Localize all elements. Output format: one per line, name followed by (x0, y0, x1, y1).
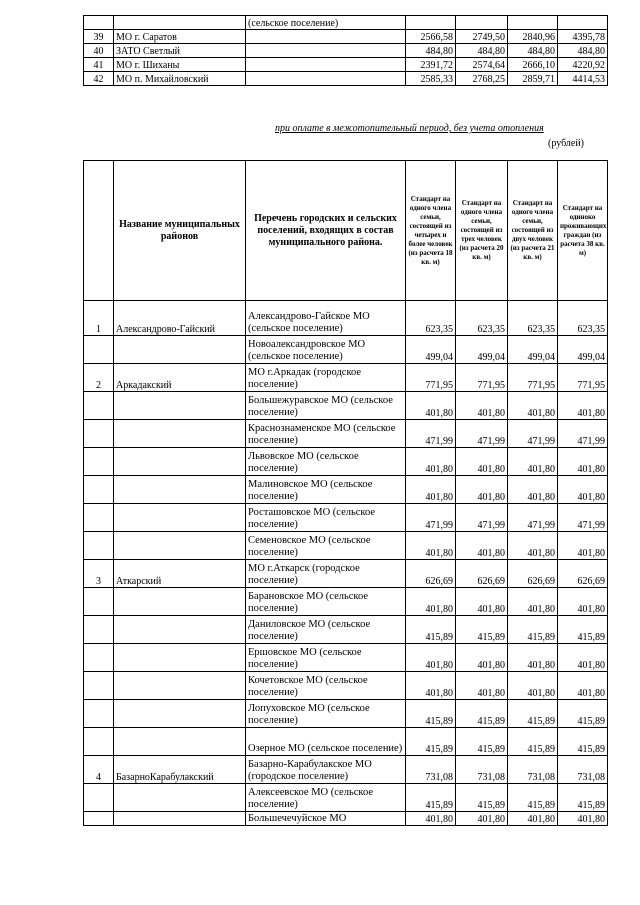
value-cell: 401,80 (558, 392, 608, 420)
value-cell: 401,80 (508, 476, 558, 504)
table-row (84, 616, 608, 644)
value-cell: 401,80 (558, 448, 608, 476)
settlement-name: Даниловское МО (сельское поселение) (246, 616, 406, 644)
header-settlements: Перечень городских и сельских поселений, входящих в состав муниципального района. (246, 161, 406, 301)
header-row (84, 161, 608, 301)
settlement-name: Барановское МО (сельское поселение) (246, 588, 406, 616)
value-cell: 415,89 (456, 700, 508, 728)
table-row (84, 448, 608, 476)
value-cell: 626,69 (508, 560, 558, 588)
value-cell: 499,04 (558, 336, 608, 364)
row-number (84, 672, 114, 700)
row-number: 4 (84, 756, 114, 784)
value-cell: 401,80 (558, 532, 608, 560)
district-name: БазарноКарабулакский (114, 756, 246, 784)
municipality-name: МО г. Саратов (114, 30, 246, 44)
value-cell: 4220,92 (558, 58, 608, 72)
value-cell: 401,80 (456, 812, 508, 826)
value-cell: 401,80 (406, 532, 456, 560)
table-row (84, 560, 608, 588)
main-table (83, 160, 608, 826)
value-cell (558, 16, 608, 30)
value-cell: 471,99 (508, 420, 558, 448)
table-row (84, 504, 608, 532)
row-number (84, 420, 114, 448)
settlement-name: Озерное МО (сельское поселение) (246, 728, 406, 756)
value-cell: 415,89 (508, 700, 558, 728)
settlement-name: Семеновское МО (сельское поселение) (246, 532, 406, 560)
table-row (84, 44, 608, 58)
value-cell: 771,95 (406, 364, 456, 392)
value-cell: 471,99 (508, 504, 558, 532)
value-cell: 415,89 (508, 784, 558, 812)
district-name (114, 672, 246, 700)
value-cell: 471,99 (456, 420, 508, 448)
value-cell: 415,89 (558, 784, 608, 812)
settlement-name: МО г.Аткарск (городское поселение) (246, 560, 406, 588)
value-cell: 623,35 (406, 301, 456, 336)
row-number (84, 336, 114, 364)
value-cell (406, 16, 456, 30)
row-number (84, 504, 114, 532)
row-number: 41 (84, 58, 114, 72)
row-number (84, 532, 114, 560)
settlement-name: Кочетовское МО (сельское поселение) (246, 672, 406, 700)
value-cell: 415,89 (456, 616, 508, 644)
settlement-name: МО г.Аркадак (городское поселение) (246, 364, 406, 392)
value-cell: 626,69 (456, 560, 508, 588)
district-name (114, 588, 246, 616)
value-cell: 401,80 (456, 532, 508, 560)
table-row (84, 644, 608, 672)
settlement-name: Ершовское МО (сельское поселение) (246, 644, 406, 672)
value-cell: 623,35 (456, 301, 508, 336)
district-name: Александрово-Гайский (114, 301, 246, 336)
value-cell: 4395,78 (558, 30, 608, 44)
value-cell: 401,80 (456, 476, 508, 504)
district-name (114, 392, 246, 420)
value-cell: 401,80 (508, 392, 558, 420)
table-row (84, 532, 608, 560)
value-cell: 415,89 (508, 616, 558, 644)
value-cell: 499,04 (406, 336, 456, 364)
district-name (114, 336, 246, 364)
table-row (84, 588, 608, 616)
row-number: 2 (84, 364, 114, 392)
value-cell: 731,08 (508, 756, 558, 784)
table-caption: при оплате в межотопительный период, без учета отопления (275, 123, 544, 134)
table-row (84, 784, 608, 812)
value-cell: 401,80 (508, 588, 558, 616)
value-cell: 623,35 (558, 301, 608, 336)
header-standard-3: Стандарт на одного члена семьи, состоящей из трех человек (из расчета 20 кв. м) (456, 161, 508, 301)
value-cell: 415,89 (558, 616, 608, 644)
district-name (114, 700, 246, 728)
value-cell: 771,95 (558, 364, 608, 392)
table-row (84, 392, 608, 420)
row-number: 3 (84, 560, 114, 588)
top-table (83, 15, 608, 86)
value-cell: 401,80 (456, 644, 508, 672)
value-cell: 471,99 (558, 504, 608, 532)
district-name (114, 812, 246, 826)
district-name: Аткарский (114, 560, 246, 588)
table-row (84, 58, 608, 72)
value-cell: 499,04 (456, 336, 508, 364)
value-cell: 2574,64 (456, 58, 508, 72)
municipality-name: МО г. Шиханы (114, 58, 246, 72)
settlement-name: Лопуховское МО (сельское поселение) (246, 700, 406, 728)
value-cell: 401,80 (456, 392, 508, 420)
value-cell: 471,99 (558, 420, 608, 448)
value-cell: 401,80 (406, 448, 456, 476)
value-cell: 401,80 (558, 812, 608, 826)
row-number (84, 448, 114, 476)
value-cell: 626,69 (558, 560, 608, 588)
row-number (84, 476, 114, 504)
value-cell: 401,80 (456, 588, 508, 616)
value-cell: 731,08 (558, 756, 608, 784)
value-cell (508, 16, 558, 30)
row-number (84, 644, 114, 672)
row-number (84, 812, 114, 826)
district-name (114, 784, 246, 812)
value-cell: 2749,50 (456, 30, 508, 44)
value-cell: 771,95 (456, 364, 508, 392)
value-cell: 471,99 (406, 504, 456, 532)
value-cell: 484,80 (558, 44, 608, 58)
value-cell: 401,80 (508, 448, 558, 476)
value-cell: 401,80 (406, 588, 456, 616)
settlement-name: Базарно-Карабулакское МО (городское поселение) (246, 756, 406, 784)
value-cell: 484,80 (456, 44, 508, 58)
table-row (84, 420, 608, 448)
value-cell: 484,80 (406, 44, 456, 58)
value-cell: 401,80 (508, 812, 558, 826)
value-cell: 415,89 (456, 784, 508, 812)
settlement-name: Львовское МО (сельское поселение) (246, 448, 406, 476)
value-cell: 626,69 (406, 560, 456, 588)
value-cell: 401,80 (558, 476, 608, 504)
value-cell: 2840,96 (508, 30, 558, 44)
district-name (114, 504, 246, 532)
value-cell: 401,80 (558, 672, 608, 700)
row-number (84, 728, 114, 756)
table-row (84, 364, 608, 392)
row-number (84, 616, 114, 644)
value-cell: 415,89 (406, 784, 456, 812)
value-cell: 2391,72 (406, 58, 456, 72)
value-cell: 415,89 (406, 728, 456, 756)
value-cell: 2666,10 (508, 58, 558, 72)
value-cell: 401,80 (508, 644, 558, 672)
settlement-name (246, 72, 406, 86)
value-cell: 471,99 (456, 504, 508, 532)
district-name (114, 616, 246, 644)
settlement-name: Большечечуйское МО (246, 812, 406, 826)
value-cell: 401,80 (406, 812, 456, 826)
table-row (84, 672, 608, 700)
value-cell: 415,89 (558, 700, 608, 728)
value-cell: 2768,25 (456, 72, 508, 86)
settlement-name: Росташовское МО (сельское поселение) (246, 504, 406, 532)
table-row (84, 336, 608, 364)
settlement-name (246, 44, 406, 58)
municipality-name: МО п. Михайловский (114, 72, 246, 86)
row-number (84, 588, 114, 616)
row-number: 39 (84, 30, 114, 44)
value-cell: 471,99 (406, 420, 456, 448)
value-cell: 771,95 (508, 364, 558, 392)
value-cell: 415,89 (406, 700, 456, 728)
settlement-name (246, 58, 406, 72)
value-cell: 731,08 (406, 756, 456, 784)
value-cell: 415,89 (456, 728, 508, 756)
table-row (84, 30, 608, 44)
row-number (84, 16, 114, 30)
table-row (84, 812, 608, 826)
settlement-name: Новоалександровское МО (сельское поселение) (246, 336, 406, 364)
district-name (114, 448, 246, 476)
district-name (114, 476, 246, 504)
row-number: 1 (84, 301, 114, 336)
value-cell: 4414,53 (558, 72, 608, 86)
district-name (114, 420, 246, 448)
value-cell: 415,89 (508, 728, 558, 756)
table-row (84, 16, 608, 30)
table-row (84, 72, 608, 86)
value-cell: 401,80 (558, 588, 608, 616)
value-cell: 2859,71 (508, 72, 558, 86)
value-cell: 623,35 (508, 301, 558, 336)
row-number: 42 (84, 72, 114, 86)
value-cell: 499,04 (508, 336, 558, 364)
value-cell: 401,80 (406, 672, 456, 700)
table-row (84, 476, 608, 504)
value-cell: 415,89 (558, 728, 608, 756)
district-name: Аркадакский (114, 364, 246, 392)
table-row (84, 301, 608, 336)
header-standard-1: Стандарт на одиноко проживающих граждан (из расчета 38 кв. м) (558, 161, 608, 301)
table-row (84, 756, 608, 784)
settlement-name: Краснознаменское МО (сельское поселение) (246, 420, 406, 448)
value-cell: 401,80 (558, 644, 608, 672)
header-num (84, 161, 114, 301)
value-cell: 401,80 (456, 448, 508, 476)
value-cell: 401,80 (508, 532, 558, 560)
value-cell: 401,80 (406, 476, 456, 504)
settlement-name: (сельское поселение) (246, 16, 406, 30)
settlement-name (246, 30, 406, 44)
value-cell: 401,80 (406, 644, 456, 672)
district-name (114, 644, 246, 672)
table-row (84, 700, 608, 728)
header-district: Название муниципальных районов (114, 161, 246, 301)
value-cell: 401,80 (406, 392, 456, 420)
value-cell (456, 16, 508, 30)
header-standard-4: Стандарт на одного члена семьи, состоящей из четырех и более человек (из расчета 18 кв. м) (406, 161, 456, 301)
row-number (84, 392, 114, 420)
municipality-name (114, 16, 246, 30)
table-row (84, 728, 608, 756)
settlement-name: Александрово-Гайское МО (сельское поселение) (246, 301, 406, 336)
district-name (114, 728, 246, 756)
value-cell: 2585,33 (406, 72, 456, 86)
municipality-name: ЗАТО Светлый (114, 44, 246, 58)
header-standard-2: Стандарт на одного члена семьи, состоящей из двух человек (из расчета 21 кв. м) (508, 161, 558, 301)
row-number (84, 784, 114, 812)
settlement-name: Малиновское МО (сельское поселение) (246, 476, 406, 504)
value-cell: 415,89 (406, 616, 456, 644)
value-cell: 484,80 (508, 44, 558, 58)
value-cell: 731,08 (456, 756, 508, 784)
settlement-name: Алексеевское МО (сельское поселение) (246, 784, 406, 812)
value-cell: 401,80 (508, 672, 558, 700)
settlement-name: Большежуравское МО (сельское поселение) (246, 392, 406, 420)
row-number (84, 700, 114, 728)
value-cell: 2566,58 (406, 30, 456, 44)
district-name (114, 532, 246, 560)
unit-label: (рублей) (548, 138, 585, 149)
row-number: 40 (84, 44, 114, 58)
value-cell: 401,80 (456, 672, 508, 700)
